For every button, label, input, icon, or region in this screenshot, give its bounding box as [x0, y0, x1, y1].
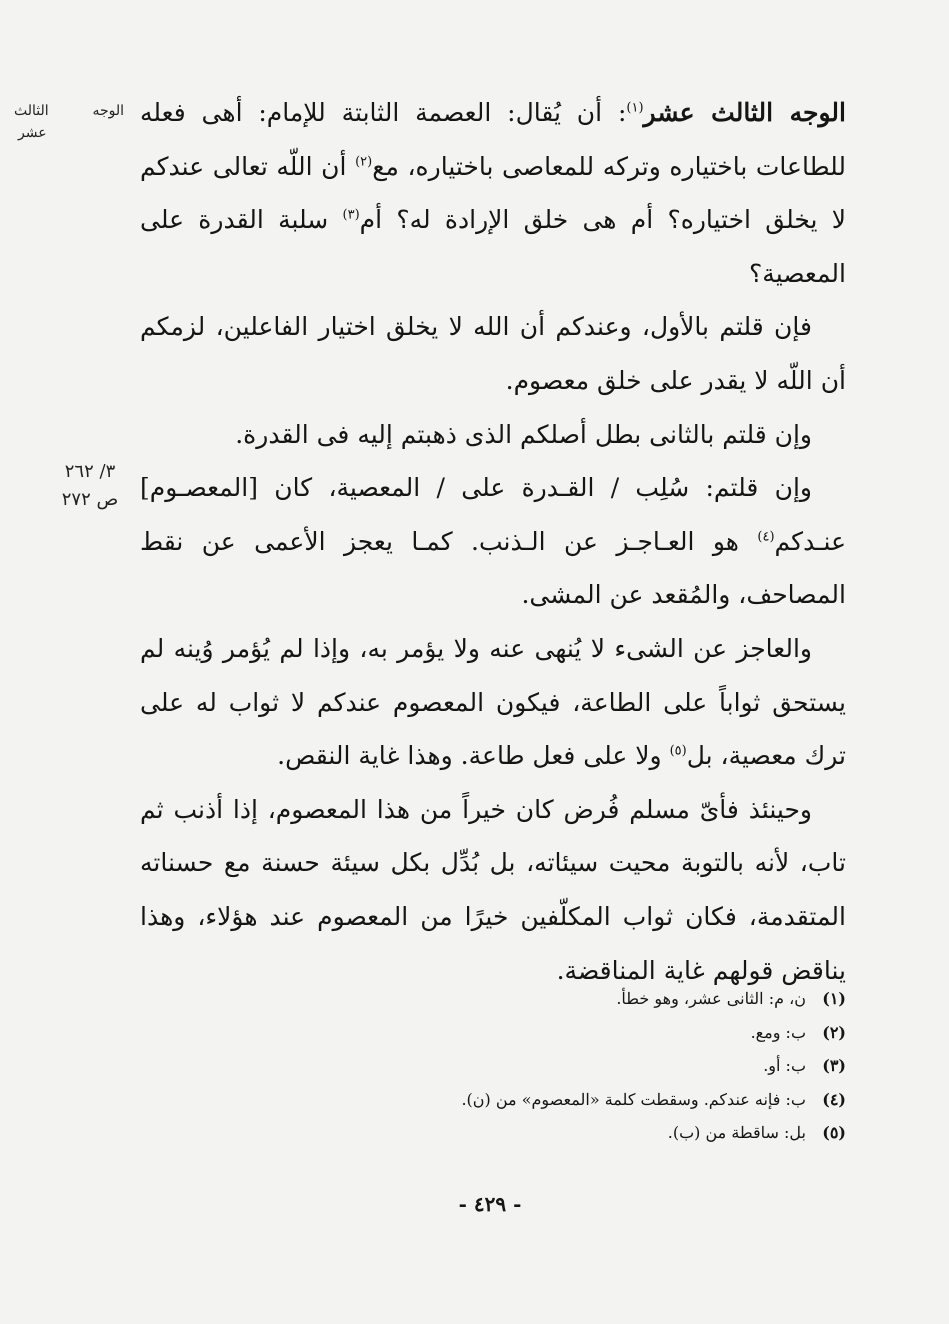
- page-number: - ٤٢٩ -: [458, 1192, 522, 1216]
- footnote-2: [400, 1016, 846, 1050]
- paragraph-6: وحينئذ فأىّ مسلم فُرض كان خيراً من هذا المعصوم، إذا أذنب ثم تاب، لأنه بالتوبة محيت سيئاته، بل بُدِّل بكل سيئة حسنة مع حسناته المتقدمة، فكان ثواب المكلّفين خيرًا من المعصوم عند هؤلاء، وهذا يناقض قولهم غاية المناقضة.: [140, 794, 846, 985]
- paragraph-5-text-b: ولا على فعل طاعة. وهذا غاية النقص.: [277, 741, 670, 771]
- paragraph-1-text-a: : أن يُقال: العصمة الثابتة للإمام: أهى فعله للطاعات باختياره وتركه للمعاصى باختياره، مع: [140, 98, 846, 181]
- margin-edition-reference: [50, 458, 130, 514]
- paragraph-1: [140, 86, 846, 300]
- paragraph-1-text-c: سلبة القدرة على المعصية؟: [140, 205, 846, 288]
- paragraph-2: فإن قلتم بالأول، وعندكم أن الله لا يخلق اختيار الفاعلين، لزمكم أن اللّه لا يقدر على خلق معصوم.: [140, 312, 846, 395]
- margin-heading-word-1: الوجه: [92, 103, 124, 119]
- paragraph-1-text-b: أن اللّه تعالى عندكم لا يخلق اختياره؟ أم هى خلق الإرادة له؟ أم: [140, 151, 847, 235]
- footnote-ref-1[interactable]: (١): [626, 100, 644, 116]
- margin-ref-line-1: ٣/ ٢٦٢: [64, 461, 116, 482]
- margin-heading-word-2: الثالث: [14, 103, 49, 119]
- margin-section-heading: [14, 100, 124, 144]
- footnote-4: [400, 1083, 846, 1117]
- footnote-number: (٣): [822, 1056, 846, 1075]
- main-text: [140, 86, 846, 997]
- footnote-1: [400, 982, 846, 1016]
- footnote-number: (٢): [822, 1022, 846, 1042]
- paragraph-4: [140, 461, 846, 622]
- footnote-text: ن، م: الثانى عشر، وهو خطأ.: [616, 989, 806, 1008]
- section-heading: الوجه الثالث عشر: [643, 98, 846, 127]
- footnote-ref-3[interactable]: (٣): [342, 207, 360, 223]
- paragraph-4-text-b: هو العـاجـز عن الـذنب. كمـا يعجز الأعمى عن نقط المصاحف، والمُقعد عن المشى.: [140, 526, 846, 610]
- paragraph-4-text-a: وإن قلتم: سُلِب / القـدرة على / المعصية، كان [المعصـوم] عنـدكم: [140, 473, 846, 556]
- footnote-text: ب: أو.: [763, 1056, 806, 1075]
- paragraph-5: [140, 622, 846, 783]
- footnotes: [400, 982, 846, 1150]
- footnote-ref-4[interactable]: (٤): [757, 529, 775, 545]
- footnote-ref-2[interactable]: (٢): [355, 154, 373, 170]
- footnote-text: ب: ومع.: [750, 1022, 806, 1042]
- paragraph-5-text-a: والعاجز عن الشىء لا يُنهى عنه ولا يؤمر به، وإذا لم يُؤمر وُينه لم يستحق ثواباً على الطاعة، فيكون المعصوم عندكم لا ثواب له على ترك معصية، بل: [140, 633, 846, 771]
- footnote-5: [400, 1116, 846, 1150]
- footnote-number: (١): [822, 989, 846, 1008]
- footnote-ref-5[interactable]: (٥): [669, 743, 687, 759]
- paragraph-3: وإن قلتم بالثانى بطل أصلكم الذى ذهبتم إليه فى القدرة.: [235, 419, 812, 449]
- footnote-text: بل: ساقطة من (ب).: [667, 1123, 806, 1142]
- margin-heading-word-3: عشر: [18, 125, 47, 141]
- footnote-3: [400, 1049, 846, 1083]
- margin-ref-line-2: ص ٢٧٢: [61, 489, 119, 510]
- footnote-number: (٤): [822, 1089, 846, 1109]
- footnote-text: ب: فإنه عندكم. وسقطت كلمة «المعصوم» من (ن).: [461, 1089, 806, 1109]
- footnote-number: (٥): [822, 1123, 846, 1142]
